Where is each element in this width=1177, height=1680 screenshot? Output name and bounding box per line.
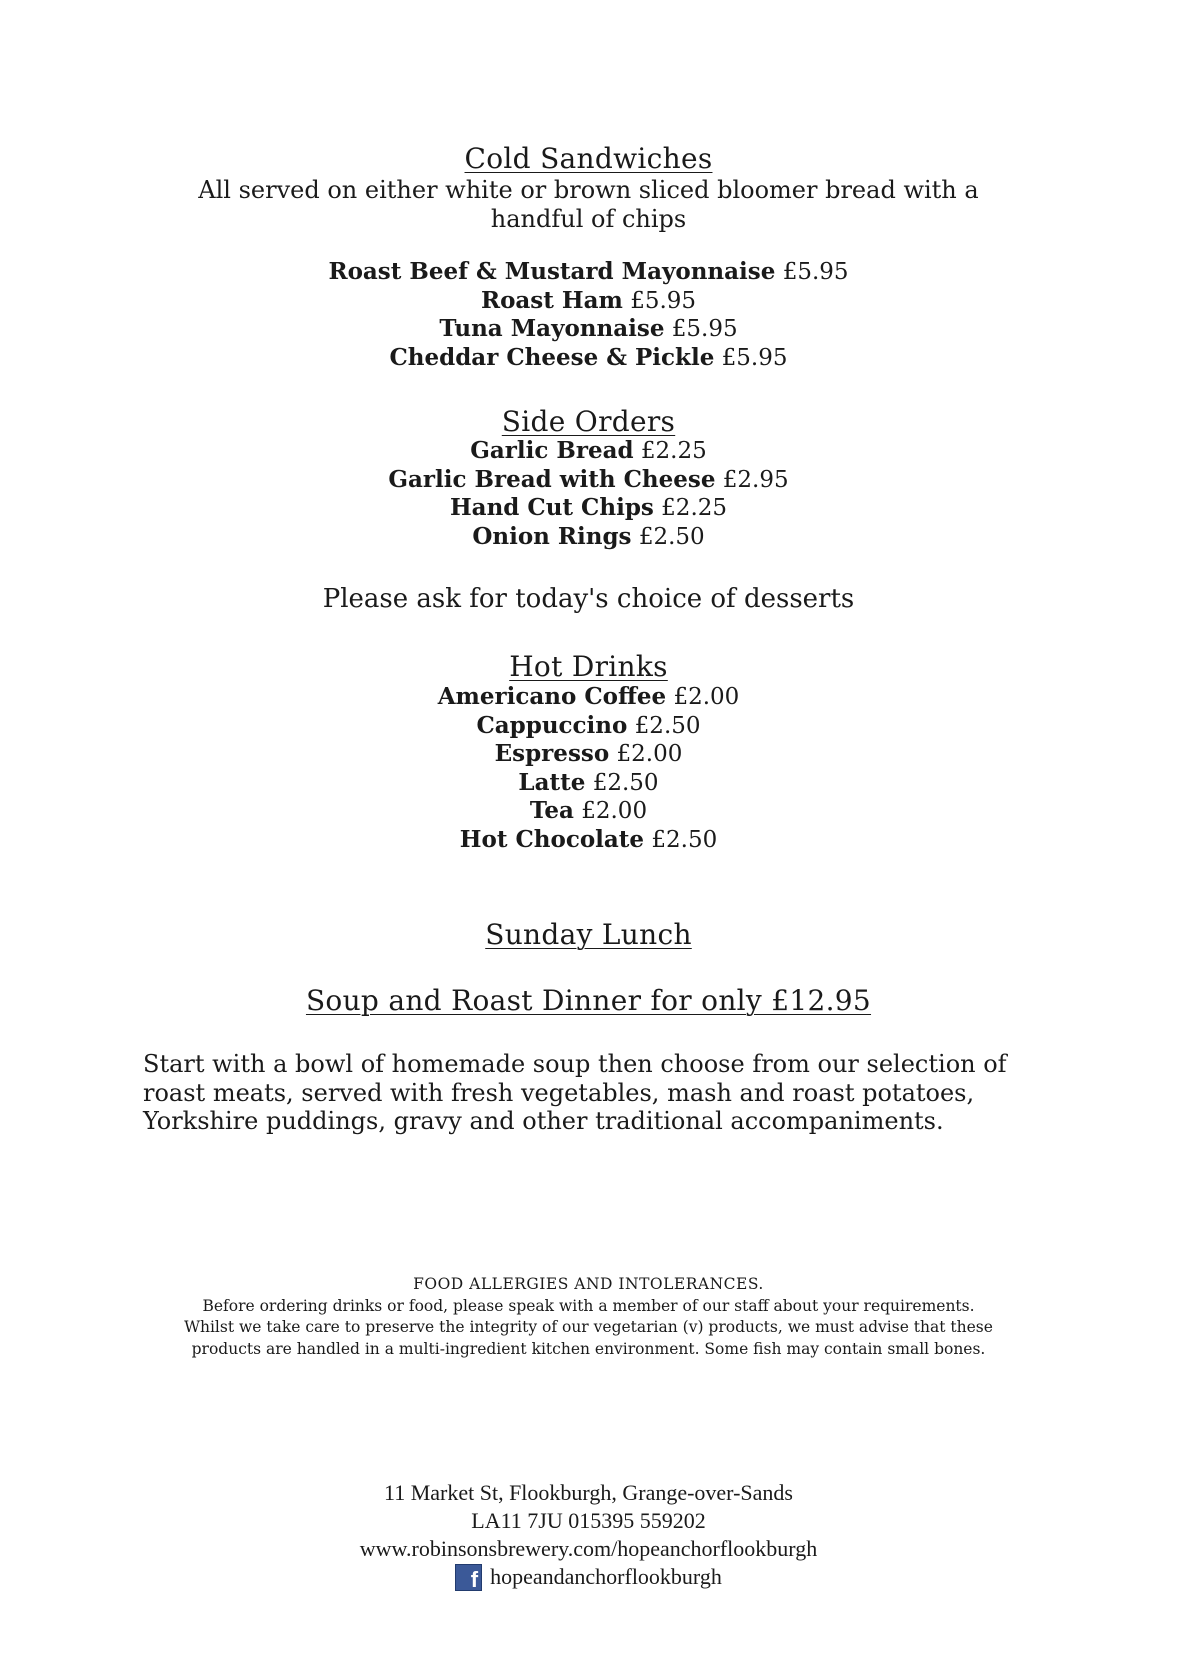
facebook-link[interactable] [455, 1563, 722, 1591]
menu-item [0, 258, 1177, 287]
item-name: Hot Chocolate [459, 825, 645, 853]
cold-sandwiches-heading: Cold Sandwiches [464, 142, 713, 175]
item-name: Cheddar Cheese & Pickle [389, 343, 715, 371]
item-price: £5.95 [630, 287, 697, 314]
facebook-row [0, 1563, 1177, 1594]
menu-item [0, 797, 1177, 826]
item-price: £2.50 [592, 769, 659, 796]
side-orders-heading: Side Orders [501, 405, 676, 438]
allergy-line: Whilst we take care to preserve the integrity of our vegetarian (v) products, we must advise that these [184, 1318, 993, 1336]
item-price: £5.95 [671, 316, 738, 343]
item-name: Garlic Bread [470, 437, 634, 464]
item-price: £2.25 [640, 438, 707, 464]
item-price: £2.95 [722, 466, 789, 493]
item-price: £2.50 [638, 523, 705, 550]
allergy-line: products are handled in a multi-ingredient kitchen environment. Some fish may contain small bones. [191, 1339, 986, 1358]
sunday-lunch-description: Start with a bowl of homemade soup then choose from our selection of roast meats, served with fresh vegetables, mash and roast potatoes, Yorkshire puddings, gravy and other traditional accompaniments. [143, 1050, 1007, 1135]
menu-item [0, 315, 1177, 344]
footer [0, 1479, 1177, 1594]
address-line-1: 11 Market St, Flookburgh, Grange-over-Sands [384, 1480, 793, 1505]
hot-drinks-heading: Hot Drinks [509, 650, 668, 683]
address-line-2: LA11 7JU 015395 559202 [471, 1508, 706, 1533]
item-name: Latte [518, 768, 586, 796]
item-name: Espresso [494, 740, 610, 768]
menu-item [0, 740, 1177, 769]
menu-item [0, 437, 1177, 466]
item-price: £2.00 [673, 684, 740, 710]
menu-item [0, 287, 1177, 316]
menu-item [0, 494, 1177, 523]
menu-item [0, 344, 1177, 373]
menu-item [0, 826, 1177, 855]
menu-item [0, 769, 1177, 798]
item-price: £2.50 [651, 826, 718, 853]
item-name: Tea [529, 797, 574, 825]
side-orders-list [0, 437, 1177, 551]
item-name: Americano Coffee [437, 683, 667, 710]
menu-item [0, 523, 1177, 552]
desserts-note: Please ask for today's choice of desserts [322, 584, 855, 614]
item-price: £2.50 [634, 712, 701, 739]
allergy-line: Before ordering drinks or food, please speak with a member of our staff about your requirements. [202, 1296, 975, 1315]
allergy-notice [0, 1274, 1177, 1360]
item-name: Roast Ham [480, 286, 623, 314]
item-price: £2.00 [581, 798, 648, 825]
sunday-lunch-offer: Soup and Roast Dinner for only £12.95 [305, 984, 872, 1017]
sunday-lunch-heading: Sunday Lunch [485, 918, 692, 951]
item-name: Tuna Mayonnaise [439, 315, 665, 343]
item-price: £5.95 [782, 259, 849, 285]
item-name: Cappuccino [476, 711, 628, 739]
website-link[interactable]: www.robinsonsbrewery.com/hopeanchorflookburgh [359, 1536, 818, 1561]
cold-sandwiches-subtitle: All served on either white or brown sliced bloomer bread with a handful of chips [198, 176, 979, 233]
menu-item [0, 466, 1177, 495]
allergy-title: FOOD ALLERGIES AND INTOLERANCES. [413, 1275, 764, 1293]
item-name: Onion Rings [472, 522, 632, 550]
item-price: £2.25 [661, 495, 728, 522]
item-name: Garlic Bread with Cheese [388, 465, 716, 493]
menu-item [0, 683, 1177, 712]
cold-sandwiches-list [0, 258, 1177, 372]
item-price: £5.95 [721, 344, 788, 371]
facebook-handle: hopeandanchorflookburgh [490, 1564, 722, 1589]
item-name: Roast Beef & Mustard Mayonnaise [328, 258, 776, 285]
item-price: £2.00 [616, 741, 683, 768]
menu-item [0, 712, 1177, 741]
item-name: Hand Cut Chips [449, 494, 654, 522]
hot-drinks-list [0, 683, 1177, 855]
facebook-icon: f [455, 1564, 482, 1591]
